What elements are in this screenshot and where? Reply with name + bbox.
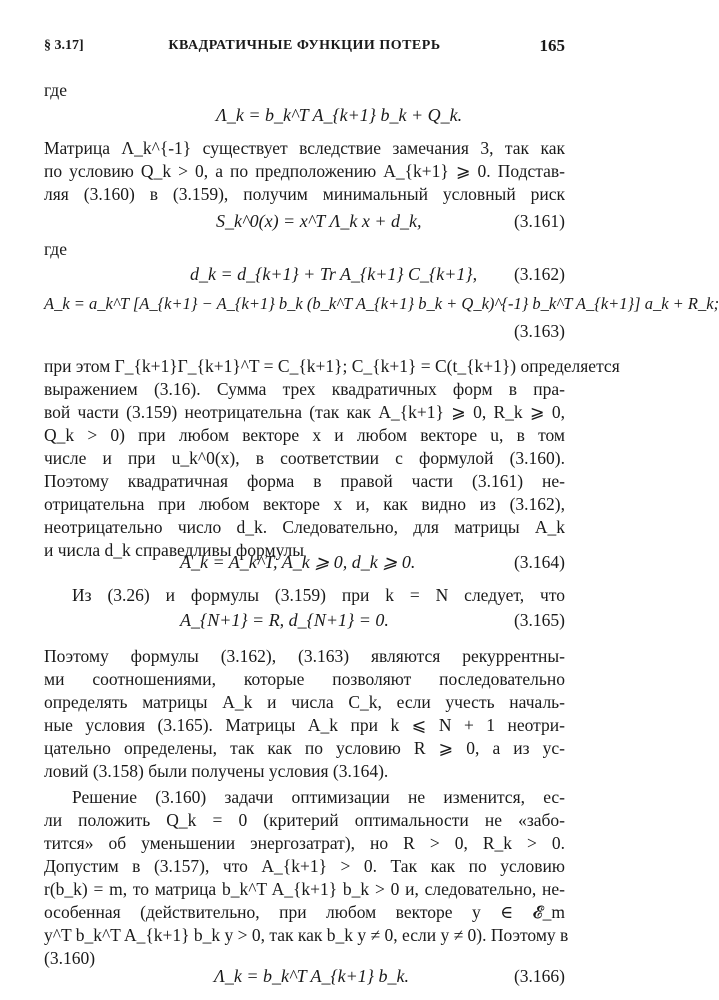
text-line: Допустим в (3.157), что A_{k+1} > 0. Так как по условию [44, 856, 565, 876]
section-label: § 3.17] [44, 38, 84, 53]
text-line: особенная (действительно, при любом векторе y ∈ 𝓔_m [44, 902, 565, 922]
equation-3-166: Λ_k = b_k^T A_{k+1} b_k. [214, 966, 409, 986]
text-line: (3.160) [44, 948, 96, 968]
text-line: цательно определены, так как по условию R ⩾ 0, а из ус- [44, 738, 565, 758]
equation-3-161: S_k^0(x) = x^T Λ_k x + d_k, [216, 211, 422, 231]
text-line: выражением (3.16). Сумма трех квадратичных форм в пра- [44, 379, 565, 399]
text-line: ные условия (3.165). Матрицы A_k при k ⩽ N + 1 неотри- [44, 715, 565, 735]
text-line: Матрица Λ_k^{-1} существует вследствие замечания 3, так как [44, 138, 565, 158]
text-line: вой части (3.159) неотрицательна (так как A_{k+1} ⩾ 0, R_k ⩾ 0, [44, 402, 565, 422]
text-line: Из (3.26) и формулы (3.159) при k = N следует, что [72, 585, 565, 605]
text-line: Q_k > 0) при любом векторе x и любом векторе u, в том [44, 425, 565, 445]
equation-number: (3.161) [513, 211, 565, 231]
text-line: где [44, 239, 67, 259]
text-line: где [44, 80, 67, 100]
text-line: отрицательна при любом векторе x и, как видно из (3.162), [44, 494, 565, 514]
text-line: по условию Q_k > 0, а по предположению A_{k+1} ⩾ 0. Подстав- [44, 161, 565, 181]
text-line: ловий (3.158) были получены условия (3.164). [44, 761, 389, 781]
equation-number: (3.164) [513, 552, 565, 572]
equation-number: (3.163) [513, 321, 565, 341]
page-number: 165 [539, 36, 565, 55]
text-line: Поэтому формулы (3.162), (3.163) являются рекуррентны- [44, 646, 565, 666]
text-line: r(b_k) = m, то матрица b_k^T A_{k+1} b_k > 0 и, следовательно, не- [44, 879, 565, 899]
equation-number: (3.166) [513, 966, 565, 986]
text-line: определять матрицы A_k и числа C_k, если учесть началь- [44, 692, 565, 712]
text-line: ми соотношениями, которые позволяют последовательно [44, 669, 565, 689]
text-line: Решение (3.160) задачи оптимизации не изменится, ес- [72, 787, 565, 807]
text-line: тится» об уменьшении энергозатрат), но R > 0, R_k > 0. [44, 833, 565, 853]
text-line: и числа d_k справедливы формулы [44, 540, 305, 560]
text-line: неотрицательно число d_k. Следовательно, для матрицы A_k [44, 517, 565, 537]
text-line: при этом Γ_{k+1}Γ_{k+1}^T = C_{k+1}; C_{k+1} = C(t_{k+1}) определяется [44, 356, 620, 376]
equation-3-164: A_k = A_k^T, A_k ⩾ 0, d_k ⩾ 0. [180, 552, 416, 572]
equation-number: (3.165) [513, 610, 565, 630]
text-line: Поэтому квадратичная форма в правой части (3.161) не- [44, 471, 565, 491]
equation-3-165: A_{N+1} = R, d_{N+1} = 0. [180, 610, 389, 630]
equation-3-163: A_k = a_k^T [A_{k+1} − A_{k+1} b_k (b_k^T A_{k+1} b_k + Q_k)^{-1} b_k^T A_{k+1}] a_k + R_k; [44, 294, 719, 313]
equation-3-162: d_k = d_{k+1} + Tr A_{k+1} C_{k+1}, [190, 264, 478, 284]
equation-number: (3.162) [513, 264, 565, 284]
text-line: ли положить Q_k = 0 (критерий оптимальности не «забо- [44, 810, 565, 830]
running-title: КВАДРАТИЧНЫЕ ФУНКЦИИ ПОТЕРЬ [168, 38, 441, 53]
equation-lambda: Λ_k = b_k^T A_{k+1} b_k + Q_k. [216, 105, 463, 125]
text-line: числе и при u_k^0(x), в соответствии с формулой (3.160). [44, 448, 565, 468]
text-line: ляя (3.160) в (3.159), получим минимальный условный риск [44, 184, 565, 204]
text-line: y^T b_k^T A_{k+1} b_k y > 0, так как b_k y ≠ 0, если y ≠ 0). Поэтому в [44, 925, 569, 945]
